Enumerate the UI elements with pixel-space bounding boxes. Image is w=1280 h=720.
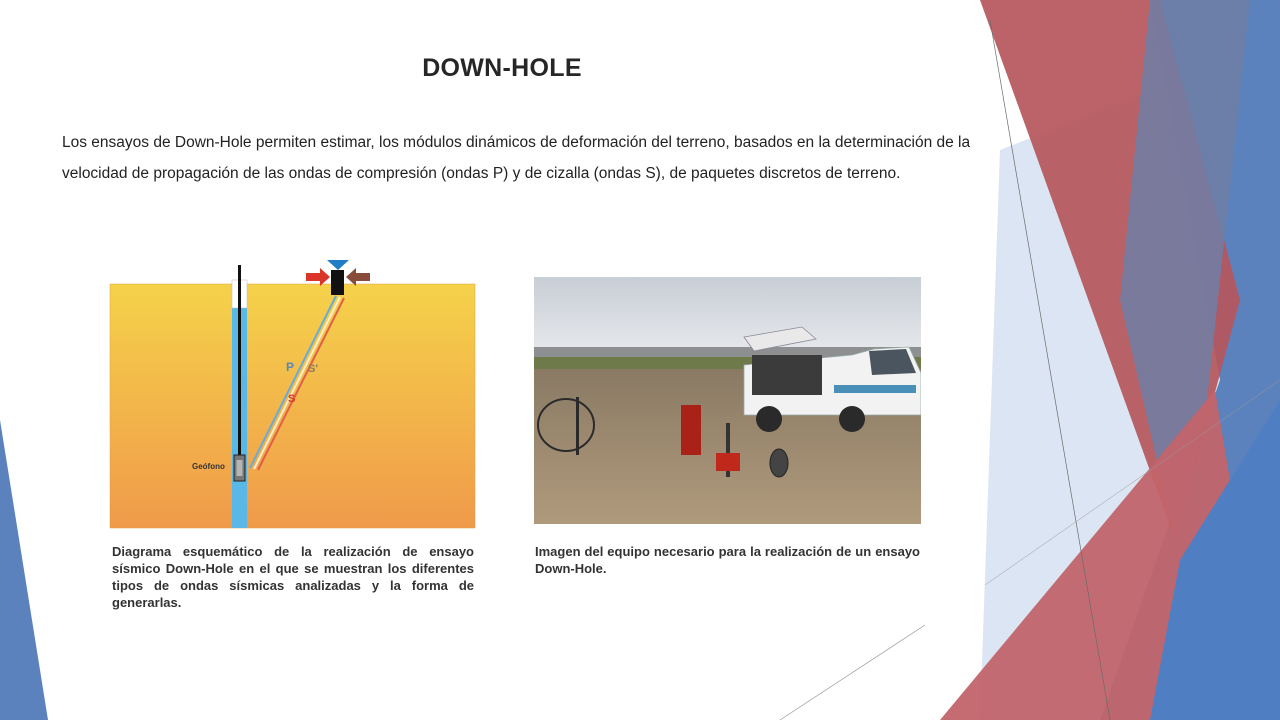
arrow-right-red-icon: [306, 268, 330, 286]
label-s: S: [288, 393, 296, 405]
intro-paragraph: Los ensayos de Down-Hole permiten estimar, los módulos dinámicos de deformación del terreno, basados en la determinación de la velocidad de propagación de las ondas de compresión (ondas P) y de cizalla (ondas S), de paquetes discretos de terreno.: [62, 134, 971, 182]
diagram-caption: Diagrama esquemático de la realización de ensayo sísmico Down-Hole en el que se muestran los diferentes tipos de ondas sísmicas analizadas y la forma de generarlas.: [112, 544, 474, 610]
arrow-left-brown-icon: [346, 268, 370, 286]
sky: [534, 277, 921, 355]
equipment-red-device: [716, 453, 740, 471]
cable-reel: [770, 449, 788, 477]
equipment-case-red: [681, 405, 701, 455]
downhole-diagram: [108, 260, 478, 530]
arrow-down-blue-icon: [327, 260, 349, 270]
label-p: P: [286, 360, 295, 374]
slide-title: DOWN-HOLE: [422, 54, 582, 82]
truck-wheel-front: [839, 406, 865, 432]
equipment-photo: [534, 277, 921, 524]
rod: [576, 397, 579, 455]
left-blue-sliver: [0, 420, 48, 720]
truck-wheel-rear: [756, 406, 782, 432]
label-geophone: Geófono: [192, 462, 225, 471]
truck-stripe: [834, 385, 916, 393]
geophone-inner: [237, 460, 243, 476]
ground-block: [110, 284, 475, 528]
equipment-photo-svg: [534, 277, 921, 524]
thin-line-2: [780, 625, 925, 720]
source-block: [331, 270, 344, 295]
truck-cargo: [752, 355, 822, 395]
label-s-prime: S': [308, 363, 318, 375]
photo-caption: Imagen del equipo necesario para la realización de un ensayo Down-Hole.: [535, 544, 920, 576]
downhole-diagram-svg: [108, 260, 478, 530]
